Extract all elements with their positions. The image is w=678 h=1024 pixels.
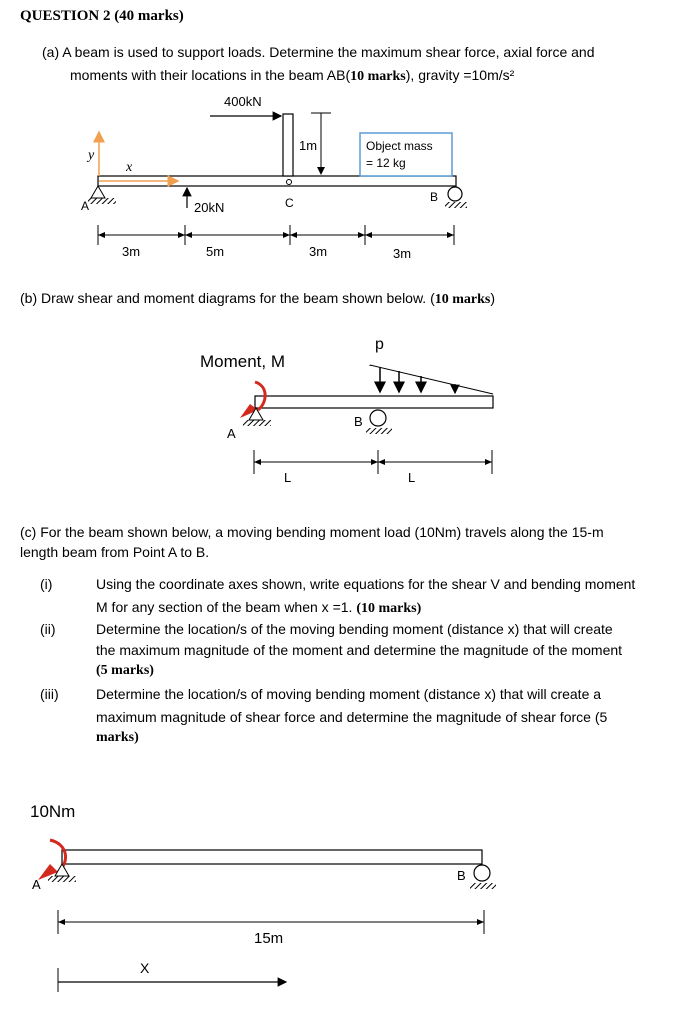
label-point-b-b: B	[354, 414, 363, 429]
label-point-a-c: A	[32, 877, 41, 892]
item-ii-line1: Determine the location/s of the moving bending moment (distance x) that will create	[96, 621, 613, 637]
beam-c	[62, 850, 482, 864]
item-ii-line2: the maximum magnitude of the moment and determine the magnitude of the moment	[96, 642, 623, 658]
item-i-line2-text: M for any section of the beam when x =1.	[96, 599, 357, 615]
label-point-a: A	[81, 199, 90, 213]
item-num-ii: (ii)	[40, 621, 56, 637]
label-moment-m: Moment, M	[200, 352, 286, 371]
roller-b	[448, 187, 462, 201]
hinge-c	[287, 180, 292, 185]
item-iii-line1: Determine the location/s of moving bending moment (distance x) that will create a	[96, 686, 602, 702]
label-span-l2: L	[408, 470, 416, 485]
label-span-4: 3m	[393, 246, 412, 261]
label-load-p: p	[375, 336, 384, 353]
label-span-3: 3m	[309, 244, 328, 259]
label-span-1: 3m	[122, 244, 141, 259]
vertical-post	[283, 114, 293, 176]
roller-b-b	[370, 410, 386, 426]
part-c-line2: length beam from Point A to B.	[20, 544, 210, 560]
pin-support-a-c	[55, 864, 69, 876]
question-title: QUESTION 2 (40 marks)	[20, 8, 184, 24]
label-10nm: 10Nm	[30, 802, 76, 821]
part-a-marks: 10 marks	[350, 69, 406, 84]
part-a-line2-post: ), gravity =10m/s²	[405, 67, 515, 83]
label-20kn: 20kN	[194, 200, 225, 215]
part-c-line1: (c) For the beam shown below, a moving bending moment load (10Nm) travels along the 15-m	[20, 524, 604, 540]
label-1m: 1m	[299, 138, 318, 153]
item-num-iii: (iii)	[40, 686, 59, 702]
label-point-c: C	[285, 196, 294, 210]
label-object-mass: Object mass	[366, 139, 433, 153]
item-num-i: (i)	[40, 576, 53, 592]
item-i-line1: Using the coordinate axes shown, write equations for the shear V and bending moment	[96, 576, 636, 592]
label-object-mass-value: = 12 kg	[366, 156, 406, 170]
part-b-text	[20, 288, 495, 310]
roller-b-c	[474, 865, 490, 881]
item-ii-marks: (5 marks)	[96, 663, 154, 678]
ground-hatch-a	[88, 198, 116, 204]
item-iii-marks: marks)	[96, 730, 139, 745]
label-span-2: 5m	[206, 244, 225, 259]
label-axis-x-a: x	[126, 160, 133, 175]
part-b-text-pre: (b) Draw shear and moment diagrams for the beam shown below. (	[20, 290, 435, 306]
part-b-text-post: )	[490, 290, 496, 306]
beam-b	[255, 396, 493, 408]
part-b-marks: 10 marks	[434, 292, 491, 307]
item-iii-line2: maximum magnitude of shear force and determine the magnitude of shear force (5	[96, 709, 608, 725]
label-axis-x-c: X	[140, 960, 150, 976]
label-span-l1: L	[284, 470, 292, 485]
item-i-marks: (10 marks)	[356, 601, 422, 616]
part-a-line2-pre: moments with their locations in the beam AB(	[70, 67, 351, 83]
label-point-b: B	[430, 190, 439, 204]
label-400kn: 400kN	[224, 94, 262, 109]
ground-hatch-b	[445, 202, 467, 208]
item-i-line2	[96, 597, 421, 619]
label-point-b-c: B	[457, 868, 466, 883]
part-a-line1: (a) A beam is used to support loads. Determine the maximum shear force, axial force and	[42, 44, 595, 60]
pin-support-a	[91, 186, 105, 198]
label-axis-y-a: y	[88, 148, 95, 163]
label-point-a-b: A	[227, 426, 236, 441]
label-span-15m: 15m	[254, 930, 284, 947]
